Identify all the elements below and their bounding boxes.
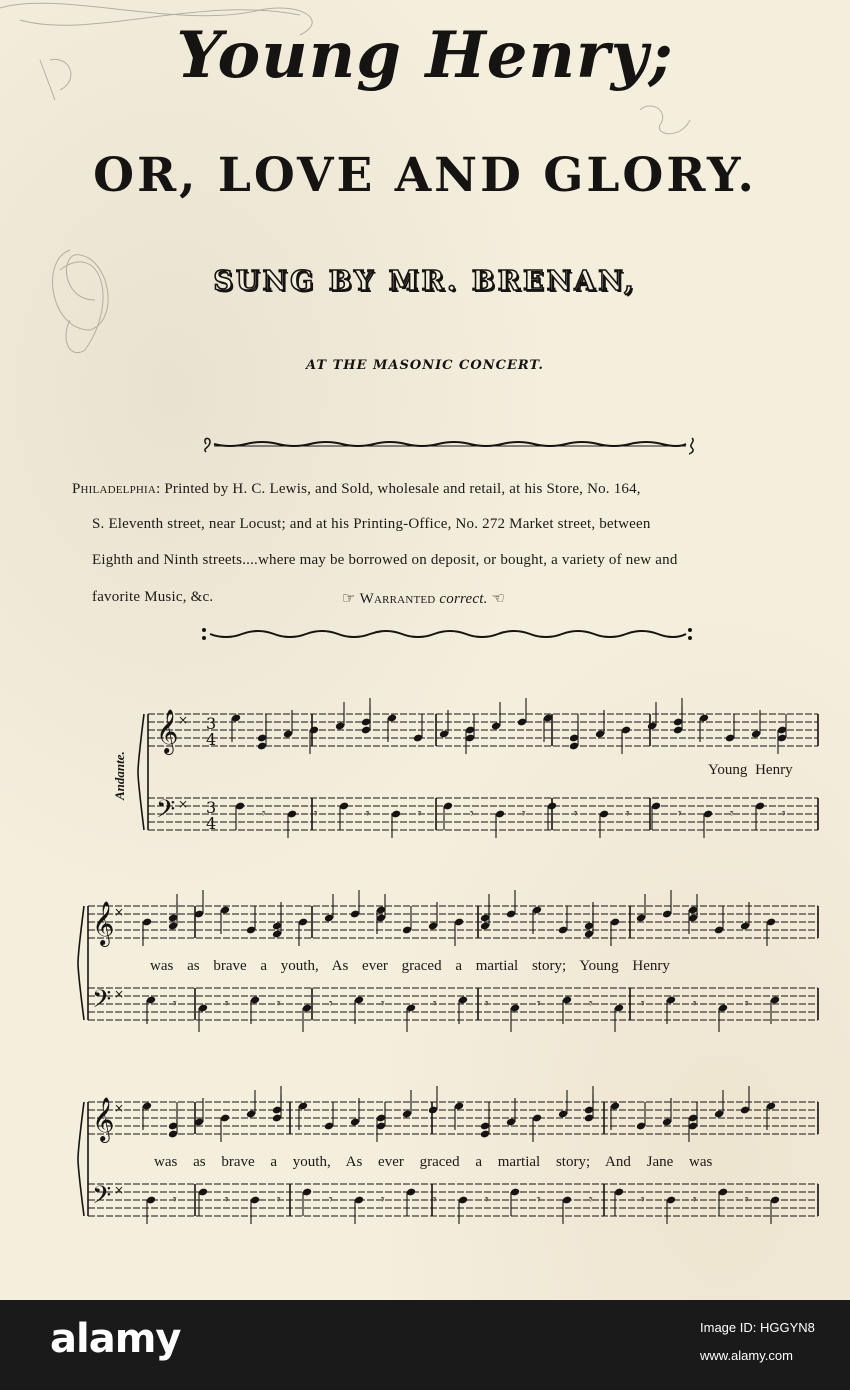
lyric-line-1: Young Henry [708, 762, 793, 778]
correct-label: correct. [439, 591, 488, 607]
venue-line: AT THE MASONIC CONCERT. [306, 358, 544, 373]
sharp-sign-icon: × [178, 797, 189, 811]
rest-icon: 𝄾 [589, 1192, 593, 1208]
rest-icon: 𝄾 [782, 806, 786, 822]
song-subtitle: OR, LOVE AND GLORY. [93, 148, 757, 203]
bass-clef-icon: 𝄢 [92, 1181, 112, 1216]
rest-icon: 𝄾 [537, 1192, 541, 1208]
system-brace [78, 1102, 84, 1216]
ornamental-rule-2 [198, 622, 698, 646]
time-signature-bottom: 4 [206, 814, 217, 833]
rest-icon: 𝄾 [173, 1192, 177, 1208]
time-signature-top: 3 [206, 798, 217, 817]
rest-icon: 𝄾 [522, 806, 526, 822]
treble-clef-icon: 𝄞 [92, 1097, 115, 1141]
system-brace [138, 714, 144, 830]
rest-icon: 𝄾 [225, 1192, 229, 1208]
rest-icon: 𝄾 [589, 996, 593, 1012]
rest-icon: 𝄾 [433, 996, 437, 1012]
rest-icon: 𝄾 [277, 996, 281, 1012]
sharp-sign-icon: × [114, 1183, 125, 1197]
ornamental-rule [200, 432, 700, 456]
treble-clef-icon: 𝄞 [156, 709, 179, 753]
rest-icon: 𝄾 [641, 1192, 645, 1208]
lyric-line-3: was as brave a youth, As ever graced a martial story; And Jane was [154, 1154, 713, 1170]
warranted-line [342, 589, 505, 608]
pointing-hand-right-icon: ☞ [342, 589, 356, 607]
time-signature-top: 3 [206, 714, 217, 733]
sharp-sign-icon: × [114, 987, 125, 1001]
imprint-line-3: Eighth and Ninth streets....where may be borrowed on deposit, or bought, a variety of new and [92, 552, 678, 568]
rest-icon: 𝄾 [225, 996, 229, 1012]
sharp-sign-icon: × [178, 713, 189, 727]
rest-icon: 𝄾 [470, 806, 474, 822]
rest-icon: 𝄾 [277, 1192, 281, 1208]
image-id-label: Image ID: HGGYN8 [700, 1320, 815, 1335]
rest-icon: 𝄾 [329, 996, 333, 1012]
rest-icon: 𝄾 [678, 806, 682, 822]
warranted-label: Warranted [359, 591, 436, 607]
rest-icon: 𝄾 [262, 806, 266, 822]
rest-icon: 𝄾 [641, 996, 645, 1012]
bass-clef-icon: 𝄢 [156, 795, 176, 830]
performer-credit: SUNG BY MR. BRENAN, [213, 266, 637, 297]
rest-icon: 𝄾 [693, 1192, 697, 1208]
pointing-hand-left-icon: ☜ [491, 589, 506, 607]
rest-icon: 𝄾 [381, 1192, 385, 1208]
rest-icon: 𝄾 [745, 1192, 749, 1208]
rest-icon: 𝄾 [537, 996, 541, 1012]
rest-icon: 𝄾 [626, 806, 630, 822]
imprint-line-4: favorite Music, &c. [92, 589, 214, 605]
time-signature-bottom: 4 [206, 730, 217, 749]
rest-icon: 𝄾 [329, 1192, 333, 1208]
rest-icon: 𝄾 [314, 806, 318, 822]
system-brace [78, 906, 84, 1020]
tempo-marking: Andante. [112, 751, 127, 800]
imprint-line-1 [72, 481, 641, 498]
rest-icon: 𝄾 [574, 806, 578, 822]
rest-icon: 𝄾 [173, 996, 177, 1012]
rest-icon: 𝄾 [433, 1192, 437, 1208]
rest-icon: 𝄾 [366, 806, 370, 822]
imprint-line-1-text: Printed by H. C. Lewis, and Sold, wholesale and retail, at his Store, No. 164, [160, 481, 641, 497]
treble-clef-icon: 𝄞 [92, 901, 115, 945]
alamy-logo: alamy [50, 1316, 181, 1362]
bass-clef-icon: 𝄢 [92, 985, 112, 1020]
rest-icon: 𝄾 [485, 996, 489, 1012]
lyric-line-2: was as brave a youth, As ever graced a martial story; Young Henry [150, 958, 670, 974]
rest-icon: 𝄾 [381, 996, 385, 1012]
sharp-sign-icon: × [114, 1101, 125, 1115]
song-title: Young Henry; [176, 18, 674, 93]
rest-icon: 𝄾 [730, 806, 734, 822]
imprint-city: Philadelphia: [72, 481, 161, 497]
website-url: www.alamy.com [700, 1348, 793, 1363]
rest-icon: 𝄾 [693, 996, 697, 1012]
rest-icon: 𝄾 [485, 1192, 489, 1208]
sharp-sign-icon: × [114, 905, 125, 919]
rest-icon: 𝄾 [418, 806, 422, 822]
rest-icon: 𝄾 [745, 996, 749, 1012]
imprint-line-2: S. Eleventh street, near Locust; and at his Printing-Office, No. 272 Market street, between [92, 516, 651, 532]
